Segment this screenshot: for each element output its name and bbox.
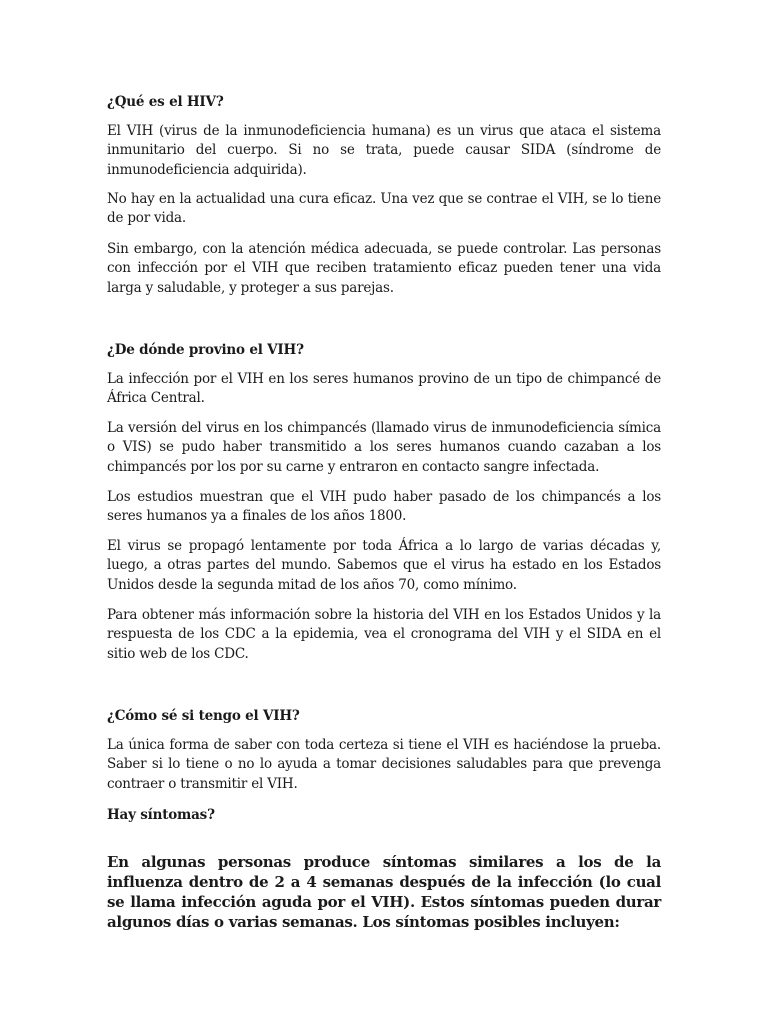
paragraph-block xyxy=(107,537,661,595)
paragraph-no-cure: No hay en la actualidad una cura eficaz. Una vez que se contrae el VIH, se lo tiene de por vida. xyxy=(107,191,661,227)
paragraph-testing: La única forma de saber con toda certeza si tiene el VIH es haciéndose la prueba. Saber si lo tiene o no lo ayuda a tomar decisiones saludables para que prevenga contraer o transmitir el VIH. xyxy=(107,737,661,792)
paragraph-block xyxy=(107,736,661,794)
paragraph-block xyxy=(107,606,661,664)
heading-what-is-hiv: ¿Qué es el HIV? xyxy=(107,94,224,110)
paragraph-treatment: Sin embargo, con la atención médica adecuada, se puede controlar. Las personas con infección por el VIH que reciben tratamiento eficaz pueden tener una vida larga y saludable, y proteger a sus parejas. xyxy=(107,241,661,296)
paragraph-block xyxy=(107,190,661,229)
paragraph-block xyxy=(107,240,661,298)
paragraph-block xyxy=(107,419,661,477)
heading-symptoms: Hay síntomas? xyxy=(107,807,215,823)
paragraph-definition: El VIH (virus de la inmunodeficiencia humana) es un virus que ataca el sistema inmunitario del cuerpo. Si no se trata, puede causar SIDA (síndrome de inmunodeficiencia adquirida). xyxy=(107,123,661,178)
paragraph-block xyxy=(107,122,661,180)
heading-how-know: ¿Cómo sé si tengo el VIH? xyxy=(107,708,300,724)
paragraph-origin-chimpanzee: La infección por el VIH en los seres humanos provino de un tipo de chimpancé de África Central. xyxy=(107,371,661,407)
paragraph-block xyxy=(107,370,661,409)
section-what-is-hiv xyxy=(107,93,661,112)
paragraph-block xyxy=(107,852,661,932)
paragraph-more-info: Para obtener más información sobre la historia del VIH en los Estados Unidos y la respuesta de los CDC a la epidemia, vea el cronograma del VIH y el SIDA en el sitio web de los CDC. xyxy=(107,607,661,662)
paragraph-spread: El virus se propagó lentamente por toda África a lo largo de varias décadas y, luego, a otras partes del mundo. Sabemos que el virus ha estado en los Estados Unidos desde la segunda mitad de los años 70, como mínimo. xyxy=(107,538,661,593)
paragraph-siv: La versión del virus en los chimpancés (llamado virus de inmunodeficiencia símica o VIS) se pudo haber transmitido a los seres humanos cuando cazaban a los chimpancés por los por su carne y entraron en contacto sangre infectada. xyxy=(107,420,661,475)
section-how-know xyxy=(107,707,661,726)
heading-origin: ¿De dónde provino el VIH? xyxy=(107,342,304,358)
paragraph-studies: Los estudios muestran que el VIH pudo haber pasado de los chimpancés a los seres humanos ya a finales de los años 1800. xyxy=(107,489,661,525)
section-origin xyxy=(107,341,661,360)
section-symptoms xyxy=(107,806,661,825)
paragraph-block xyxy=(107,488,661,527)
paragraph-symptoms: En algunas personas produce síntomas similares a los de la influenza dentro de 2 a 4 semanas después de la infección (lo cual se llama infección aguda por el VIH). Estos síntomas pueden durar algunos días o varias semanas. Los síntomas posibles incluyen: xyxy=(107,853,661,931)
